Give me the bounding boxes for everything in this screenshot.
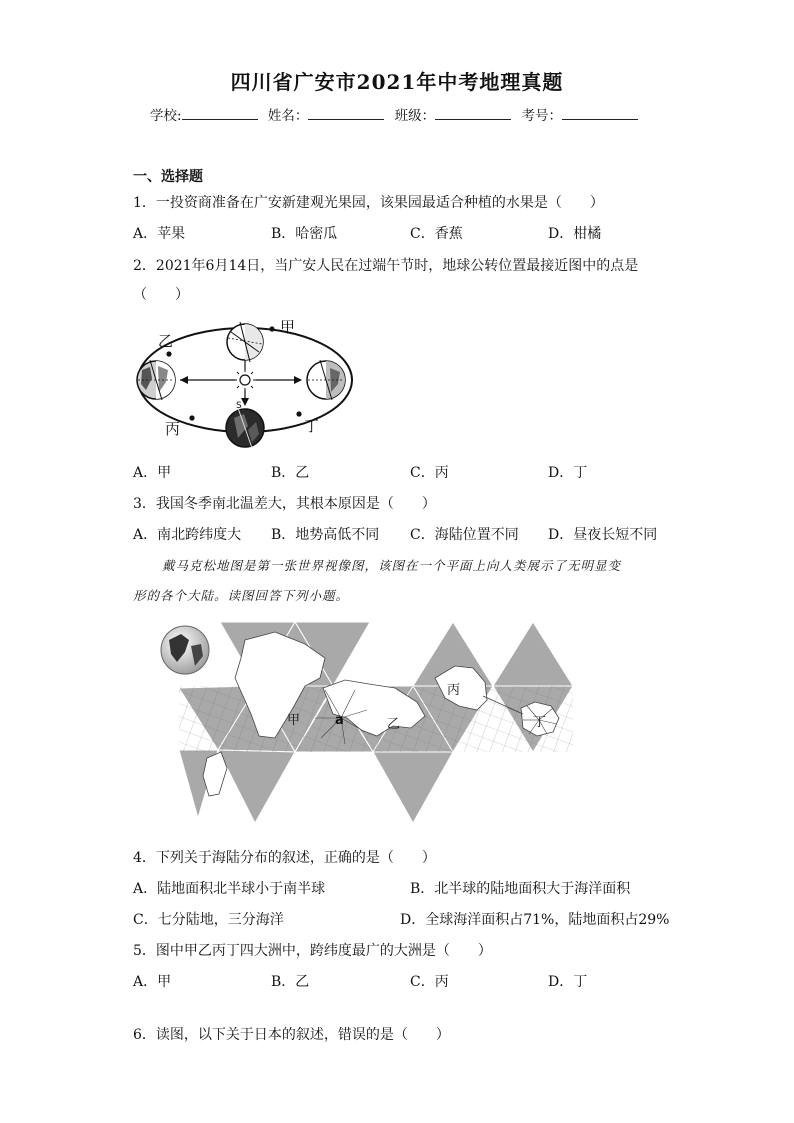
q3-option-d[interactable]: D．昼夜长短不同 [548, 527, 658, 543]
name-blank[interactable] [308, 105, 384, 120]
q3-stem: 3．我国冬季南北温差大，其根本原因是（ ） [133, 496, 436, 512]
q5-stem: 5．图中甲乙丙丁四大洲中，跨纬度最广的大洲是（ ） [133, 943, 492, 959]
map-label-jia: 甲 [287, 713, 301, 728]
examno-blank[interactable] [562, 105, 638, 120]
q5-option-a[interactable]: A．甲 [133, 974, 172, 990]
sun-icon [234, 369, 256, 391]
map-label-bing: 丙 [447, 683, 461, 698]
q5-option-c[interactable]: C．丙 [410, 974, 449, 990]
q4-option-d[interactable]: D．全球海洋面积占71%，陆地面积占29% [400, 912, 670, 928]
arrow-right-head [294, 376, 302, 384]
label-jia: 甲 [280, 318, 296, 336]
q6-stem: 6．读图，以下关于日本的叙述，错误的是（ ） [133, 1027, 450, 1043]
q1-stem: 1．一投资商准备在广安新建观光果园，该果园最适合种植的水果是（ ） [133, 195, 604, 211]
q2-stem-line2: （ ） [133, 287, 189, 303]
page-title: 四川省广安市2021年中考地理真题 [230, 70, 564, 94]
name-label: 姓名： [267, 108, 309, 124]
class-blank[interactable] [435, 105, 511, 120]
label-ding: 丁 [304, 417, 320, 435]
map-facet [218, 750, 295, 823]
q2-option-d[interactable]: D．丁 [548, 465, 588, 481]
q4-stem: 4．下列关于海陆分布的叙述，正确的是（ ） [133, 850, 436, 866]
svg-text:S: S [236, 401, 242, 411]
arrow-down-head [241, 398, 249, 406]
q5-option-d[interactable]: D．丁 [548, 974, 588, 990]
map-facet [373, 752, 453, 823]
map-facet [493, 622, 573, 686]
q1-option-a[interactable]: A．苹果 [133, 226, 186, 242]
earth-right-icon [307, 360, 345, 400]
q3-option-a[interactable]: A．南北跨纬度大 [133, 527, 242, 543]
point-yi [166, 351, 171, 356]
q4-option-c[interactable]: C．七分陆地，三分海洋 [133, 912, 284, 928]
q1-option-d[interactable]: D．柑橘 [548, 226, 602, 242]
point-ding [296, 411, 301, 416]
school-label: 学校: [150, 108, 182, 124]
intro-line2: 形的各个大陆。读图回答下列小题。 [133, 588, 350, 603]
q4-option-a[interactable]: A．陆地面积北半球小于南半球 [133, 881, 326, 897]
label-yi: 乙 [158, 332, 174, 350]
q2-option-b[interactable]: B．乙 [271, 465, 310, 481]
section-heading: 一、选择题 [133, 169, 203, 185]
class-label: 班级： [394, 108, 436, 124]
q5-option-b[interactable]: B．乙 [271, 974, 310, 990]
q4-option-b[interactable]: B．北半球的陆地面积大于海洋面积 [410, 881, 631, 897]
student-info-line [0, 104, 794, 124]
map-label-yi: 乙 [387, 717, 401, 732]
dymaxion-map [155, 618, 595, 830]
q3-option-c[interactable]: C．海陆位置不同 [410, 527, 519, 543]
point-bing [189, 415, 194, 420]
point-jia [269, 326, 274, 331]
map-label-a: a [335, 713, 344, 728]
earth-orbit-diagram [128, 312, 360, 450]
q1-option-c[interactable]: C．香蕉 [410, 226, 463, 242]
q2-option-c[interactable]: C．丙 [410, 465, 449, 481]
arrow-left-head [180, 376, 188, 384]
q1-option-b[interactable]: B．哈密瓜 [271, 226, 338, 242]
map-label-ding: 丁 [533, 715, 547, 730]
q3-option-b[interactable]: B．地势高低不同 [271, 527, 380, 543]
globe-icon [161, 626, 209, 674]
q2-stem-line1: 2．2021年6月14日，当广安人民在过端午节时，地球公转位置最接近图中的点是 [133, 258, 639, 274]
earth-bottom-icon [226, 401, 264, 448]
examno-label: 考号： [521, 108, 562, 124]
earth-left-icon [137, 360, 175, 400]
intro-line1: 戴马克松地图是第一张世界视像图，该图在一个平面上向人类展示了无明显变 [162, 558, 622, 573]
label-bing: 丙 [165, 420, 181, 438]
q2-option-a[interactable]: A．甲 [133, 465, 172, 481]
school-blank[interactable] [182, 105, 258, 120]
